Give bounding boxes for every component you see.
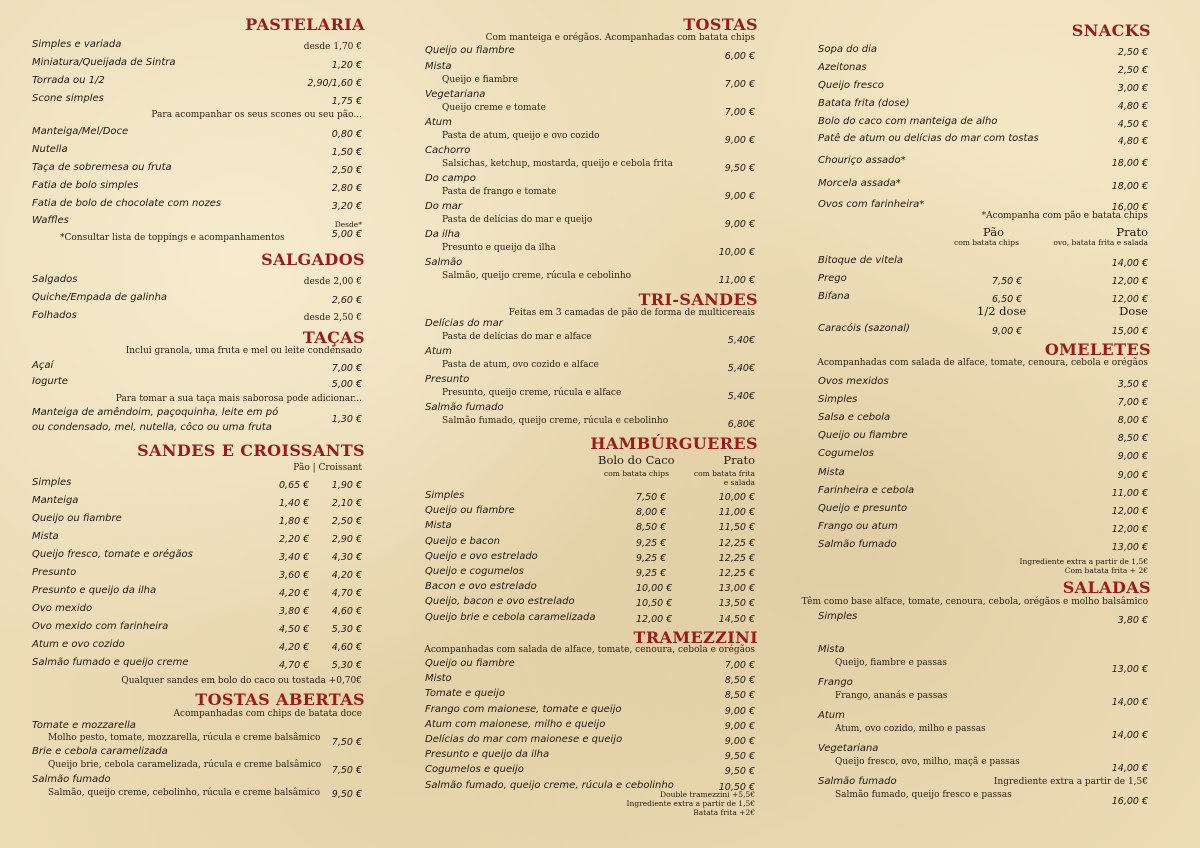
- menu-item-name: Queijo e ovo estrelado: [425, 550, 538, 562]
- menu-item-description: Queijo brie, cebola caramelizada, rúcula e creme balsâmico: [48, 760, 322, 770]
- menu-item-price: desde 1,70 €: [303, 42, 362, 52]
- price-pao: 3,60 €: [279, 570, 310, 581]
- menu-item-name: Nutella: [32, 144, 68, 155]
- menu-item-price: 9,00 €: [724, 191, 755, 202]
- menu-item-price: 10,50 €: [718, 781, 755, 793]
- menu-item-name: Queijo ou fiambre: [425, 505, 515, 517]
- menu-item-price: 9,50 €: [724, 163, 755, 174]
- section-title-tostas: TOSTAS: [683, 15, 758, 34]
- menu-item-name: Queijo, bacon e ovo estrelado: [425, 596, 575, 608]
- menu-item-price: 7,50 €: [331, 737, 362, 748]
- menu-item-description: Queijo e fiambre: [442, 75, 518, 85]
- menu-item-price: 2,80 €: [331, 183, 362, 194]
- menu-item-description: Salmão fumado, queijo creme, rúcula e cebolinho: [442, 416, 669, 426]
- menu-item-price: 2,90/1,60 €: [307, 78, 362, 89]
- menu-item-name: Ovos com farinheira*: [818, 199, 925, 210]
- menu-item-name: Quiche/Empada de galinha: [32, 292, 168, 303]
- price-prato: 12,25 €: [718, 568, 755, 579]
- menu-item-price: 3,80 €: [1117, 615, 1148, 626]
- menu-item-name: Queijo e presunto: [818, 502, 908, 514]
- menu-item-price: 2,60 €: [331, 295, 362, 306]
- column-header: Pão: [983, 225, 1005, 239]
- price-croissant: 4,60 €: [331, 606, 362, 617]
- menu-item-price: 5,00 €: [331, 229, 362, 240]
- menu-item-name: Queijo ou fiambre: [425, 658, 515, 669]
- menu-item-price: 14,00 €: [1111, 763, 1148, 774]
- section-title-trisandes: TRI-SANDES: [638, 290, 758, 309]
- menu-item-name: Mista: [425, 520, 452, 532]
- menu-item-description: Molho pesto, tomate, mozzarella, rúcula e creme balsâmico: [48, 733, 321, 743]
- menu-item-name: Morcela assada*: [818, 178, 901, 189]
- menu-item-name: Açaí: [32, 360, 54, 371]
- price-croissant: 1,90 €: [331, 480, 362, 491]
- column-subheader: ovo, batata frita e salada: [1053, 238, 1148, 247]
- price-bolo-do-caco: 12,00 €: [636, 613, 673, 625]
- price-pao: 6,50 €: [992, 294, 1023, 305]
- menu-item-name: Mista: [32, 531, 59, 542]
- menu-item-price: 8,00 €: [1117, 415, 1148, 427]
- section-description: Feitas em 3 camadas de pão de forma de multicereais: [508, 308, 755, 318]
- menu-item-name: Fatia de bolo simples: [32, 180, 139, 191]
- price-prato: 13,00 €: [718, 583, 755, 595]
- menu-item-price: 18,00 €: [1111, 158, 1148, 169]
- section-title-snacks: SNACKS: [1071, 21, 1151, 40]
- menu-item-description: Queijo fresco, ovo, milho, maçã e passas: [835, 757, 1020, 767]
- menu-item-price: 9,00 €: [724, 705, 755, 717]
- column-header: Bolo do Caco: [598, 453, 675, 467]
- menu-item-name: Presunto e queijo da ilha: [425, 749, 550, 761]
- section-description: Inclui granola, uma fruta e mel ou leite condensado: [125, 346, 362, 356]
- menu-item-price: 16,00 €: [1111, 796, 1148, 807]
- menu-item-name: Do campo: [425, 173, 476, 184]
- menu-item-name: Simples: [32, 477, 72, 488]
- menu-item-name: Azeitonas: [818, 62, 867, 73]
- menu-item-name: Fatia de bolo de chocolate com nozes: [32, 198, 222, 209]
- menu-item-name: Simples: [818, 611, 858, 622]
- menu-item-name: Salsa e cebola: [818, 412, 891, 424]
- price-croissant: 5,30 €: [331, 624, 362, 635]
- menu-item-name: Atum: [818, 710, 845, 721]
- menu-item-price: 2,50 €: [1117, 47, 1148, 58]
- menu-item-name: Queijo e cogumelos: [425, 566, 524, 577]
- menu-item-name: Bolo do caco com manteiga de alho: [818, 116, 998, 127]
- menu-item-price: 7,00 €: [724, 660, 755, 671]
- menu-item-price: 0,80 €: [331, 129, 362, 140]
- menu-item-name: Chouriço assado*: [818, 155, 906, 166]
- menu-item-price: 9,50 €: [724, 766, 755, 778]
- menu-item-price: 3,20 €: [331, 201, 362, 212]
- menu-item-name: Torrada ou 1/2: [32, 75, 105, 86]
- menu-item-name: Queijo fresco: [818, 80, 884, 91]
- menu-item-name: Atum: [425, 117, 452, 128]
- menu-item-name: Simples: [425, 490, 465, 501]
- price-croissant: 2,90 €: [331, 534, 362, 545]
- menu-item-name: Salmão: [425, 257, 463, 268]
- menu-item-price: 1,30 €: [331, 414, 362, 425]
- menu-item-price: 2,50 €: [1117, 65, 1148, 76]
- menu-item-name: Tomate e queijo: [425, 688, 505, 700]
- menu-item-price: 9,00 €: [724, 720, 755, 732]
- section-title-saladas: SALADAS: [1062, 578, 1151, 597]
- menu-item-price: 18,00 €: [1111, 181, 1148, 192]
- column-subheader: com batata chips: [954, 238, 1019, 247]
- menu-item-description: Queijo, fiambre e passas: [835, 658, 947, 668]
- menu-item-price: 9,00 €: [992, 326, 1023, 337]
- price-prato: 12,25 €: [718, 552, 755, 564]
- menu-item-description: Pasta de atum, ovo cozido e alface: [442, 360, 599, 370]
- menu-item-name: Salmão fumado, queijo creme, rúcula e cebolinho: [425, 779, 674, 791]
- price-bolo-do-caco: 10,50 €: [636, 598, 673, 610]
- menu-item-name: Queijo brie e cebola caramelizada: [425, 611, 596, 623]
- menu-item-price: 7,00 €: [331, 363, 362, 374]
- menu-item-name: Presunto e queijo da ilha: [32, 585, 157, 596]
- menu-item-price: 9,00 €: [1117, 451, 1148, 463]
- menu-item-description: Presunto, queijo creme, rúcula e alface: [442, 388, 622, 398]
- column-subheader: com batata chips: [604, 469, 669, 478]
- menu-item-price: 6,00 €: [724, 51, 755, 62]
- menu-item-price: 5,00 €: [331, 379, 362, 390]
- note-text: *Consultar lista de toppings e acompanhamentos: [60, 233, 285, 243]
- menu-item-name: Salmão fumado: [818, 776, 897, 787]
- menu-item-name: Presunto: [425, 374, 470, 385]
- column-header: Pão | Croissant: [293, 463, 362, 473]
- menu-item-price: 1,75 €: [331, 96, 362, 107]
- menu-item-price: 12,00 €: [1111, 523, 1148, 535]
- menu-item-price: 4,50 €: [1117, 119, 1148, 130]
- section-title-pastelaria: PASTELARIA: [245, 15, 365, 34]
- menu-item-description: Pasta de atum, queijo e ovo cozido: [442, 131, 600, 141]
- menu-item-name: Vegetariana: [818, 743, 879, 754]
- price-bolo-do-caco: 9,25 €: [636, 568, 667, 579]
- menu-item-name: Sopa do dia: [818, 44, 878, 55]
- menu-item-name: Caracóis (sazonal): [818, 323, 910, 334]
- menu-item-name: Queijo ou fiambre: [32, 513, 122, 524]
- menu-item-name: Queijo e bacon: [425, 535, 500, 547]
- menu-item-description: Atum, ovo cozido, milho e passas: [835, 724, 986, 734]
- column-header: Prato: [723, 453, 755, 467]
- price-croissant: 2,50 €: [331, 516, 362, 527]
- menu-item-name: Batata frita (dose): [818, 98, 910, 109]
- menu-item-price: 8,50 €: [1117, 433, 1148, 445]
- price-croissant: 4,20 €: [331, 570, 362, 581]
- price-prato: 12,25 €: [718, 537, 755, 549]
- menu-item-description: Pasta de delícias do mar e alface: [442, 332, 592, 342]
- menu-item-name: Tomate e mozzarella: [32, 720, 136, 731]
- menu-item-name: Mista: [818, 466, 845, 478]
- menu-item-name: Queijo fresco, tomate e orégãos: [32, 549, 193, 560]
- menu-item-name: Iogurte: [32, 376, 68, 387]
- menu-item-price: 13,00 €: [1111, 664, 1148, 675]
- menu-item-price: 9,00 €: [1117, 469, 1148, 481]
- note-text: Ingrediente extra a partir de 1,5€: [626, 799, 755, 808]
- column-header: Prato: [1116, 225, 1148, 239]
- price-prato: 12,00 €: [1111, 294, 1148, 305]
- menu-item-name: Simples e variada: [32, 39, 122, 50]
- menu-item-price: 8,50 €: [724, 690, 755, 702]
- menu-item-name: Manteiga/Mel/Doce: [32, 126, 129, 137]
- price-pao: 3,40 €: [279, 552, 310, 563]
- menu-item-name: Prego: [818, 273, 847, 284]
- menu-item-name: Bacon e ovo estrelado: [425, 581, 537, 593]
- menu-item-price: 12,00 €: [1111, 505, 1148, 517]
- menu-item-name: Folhados: [32, 310, 77, 321]
- menu-item-name: Atum: [425, 346, 452, 357]
- menu-item-name: Frango ou atum: [818, 520, 898, 532]
- price-pao: 1,80 €: [279, 516, 310, 527]
- price-bolo-do-caco: 10,00 €: [636, 583, 673, 595]
- section-title-salgados: SALGADOS: [261, 250, 365, 269]
- menu-item-name: Ovos mexidos: [818, 376, 889, 387]
- menu-item-price: 5,40€: [727, 391, 755, 402]
- menu-item-price: 5,40€: [727, 363, 755, 374]
- menu-item-name: Salmão fumado: [425, 402, 504, 413]
- note-text: Double tramezzini +5,5€: [660, 790, 755, 799]
- menu-item-price: 4,80 €: [1117, 136, 1148, 147]
- menu-item-name: Salmão fumado: [818, 538, 897, 550]
- price-bolo-do-caco: 9,25 €: [636, 537, 667, 549]
- price-prato: 11,50 €: [718, 522, 755, 534]
- price-pao: 1,40 €: [279, 498, 310, 509]
- price-prato: 10,00 €: [718, 492, 755, 503]
- menu-item-price: 7,00 €: [724, 79, 755, 90]
- menu-item-price: 7,00 €: [724, 107, 755, 118]
- menu-item-price: 9,50 €: [724, 751, 755, 763]
- menu-item-price: desde 2,00 €: [303, 277, 362, 287]
- menu-item-name: Bifana: [818, 291, 850, 302]
- menu-item-price: 3,00 €: [1117, 83, 1148, 94]
- menu-item-name: Manteiga: [32, 495, 79, 506]
- price-pao: 0,65 €: [279, 480, 310, 491]
- menu-item-name: Simples: [818, 394, 858, 406]
- price-croissant: 5,30 €: [331, 660, 362, 671]
- menu-item-price: 3,50 €: [1117, 379, 1148, 390]
- menu-item-description: Salmão fumado, queijo fresco e passas: [835, 790, 1012, 800]
- menu-item-name: Delícias do mar com maionese e queijo: [425, 734, 623, 745]
- column-header: Dose: [1119, 304, 1148, 318]
- price-bolo-do-caco: 9,25 €: [636, 552, 667, 564]
- price-prato: 13,50 €: [718, 598, 755, 610]
- menu-item-description: Pasta de delícias do mar e queijo: [442, 215, 593, 225]
- menu-item-name: Farinheira e cebola: [818, 484, 915, 496]
- menu-item-name: Queijo ou fiambre: [818, 430, 908, 442]
- menu-item-price: 5,40€: [727, 335, 755, 346]
- section-title-tramezzini: TRAMEZZINI: [633, 628, 758, 647]
- menu-item-price: 9,00 €: [724, 219, 755, 230]
- price-bolo-do-caco: 8,50 €: [636, 522, 667, 534]
- price-prato: 14,00 €: [1111, 258, 1148, 269]
- menu-item-price: 10,00 €: [718, 247, 755, 258]
- menu-item-name: Frango: [818, 677, 853, 688]
- price-pao: 4,50 €: [279, 624, 310, 635]
- price-prato: 12,00 €: [1111, 276, 1148, 287]
- menu-item-description: Presunto e queijo da ilha: [442, 243, 556, 253]
- menu-item-name: Vegetariana: [425, 89, 486, 100]
- menu-item-name: Atum e ovo cozido: [32, 639, 125, 650]
- price-croissant: 2,10 €: [331, 498, 362, 509]
- menu-item-name: Ovo mexido com farinheira: [32, 621, 169, 632]
- price-bolo-do-caco: 8,00 €: [636, 507, 667, 519]
- section-description: Acompanhadas com salada de alface, tomate, cenoura, cebola e orégãos: [424, 645, 755, 655]
- menu-item-name: Brie e cebola caramelizada: [32, 746, 168, 757]
- menu-item-name: Atum com maionese, milho e queijo: [425, 718, 606, 730]
- menu-item-name: Patê de atum ou delícias do mar com tostas: [818, 133, 1039, 144]
- menu-item-description: Salmão, queijo creme, rúcula e cebolinho: [442, 271, 632, 281]
- price-qualifier: Desde*: [334, 220, 362, 229]
- menu-item-name: Frango com maionese, tomate e queijo: [425, 703, 622, 715]
- menu-item-name: Misto: [425, 673, 452, 685]
- menu-item-name: Salmão fumado e queijo creme: [32, 657, 189, 668]
- menu-item-price: 7,50 €: [331, 765, 362, 776]
- menu-item-name: Scone simples: [32, 93, 104, 104]
- menu-item-name: Mista: [818, 644, 845, 655]
- price-pao: 4,20 €: [279, 588, 310, 599]
- menu-item-name: Cogumelos: [818, 448, 874, 460]
- menu-item-price: 13,00 €: [1111, 541, 1148, 553]
- price-prato: 11,00 €: [718, 507, 755, 519]
- note-text: Com batata frita + 2€: [1064, 566, 1148, 575]
- menu-item-price: 9,50 €: [331, 789, 362, 800]
- menu-item-description: Pasta de frango e tomate: [442, 187, 557, 197]
- menu-item-price: 14,00 €: [1111, 697, 1148, 708]
- menu-item-price: 15,00 €: [1111, 326, 1148, 337]
- menu-item-name: Mista: [425, 61, 452, 72]
- menu-item-name: Presunto: [32, 567, 77, 578]
- section-title-hamburgueres: HAMBÚRGUERES: [590, 434, 758, 453]
- menu-item-price: 2,50 €: [331, 165, 362, 176]
- menu-item-price: 14,00 €: [1111, 730, 1148, 741]
- menu-item-price: 1,20 €: [331, 60, 362, 71]
- column-subheader: com batata frita: [693, 469, 755, 478]
- menu-item-name: Salgados: [32, 274, 78, 285]
- price-croissant: 4,60 €: [331, 642, 362, 653]
- menu-item-name: Taça de sobremesa ou fruta: [32, 162, 172, 173]
- menu-item-description: Frango, ananás e passas: [835, 691, 948, 701]
- price-croissant: 4,30 €: [331, 552, 362, 563]
- menu-item-price: 7,00 €: [1117, 397, 1148, 409]
- price-pao: 3,80 €: [279, 606, 310, 617]
- price-pao: 7,50 €: [992, 276, 1023, 287]
- price-prato: 14,50 €: [718, 613, 755, 625]
- menu-item-price: 11,00 €: [1111, 487, 1148, 499]
- menu-item-price: desde 2,50 €: [303, 313, 362, 323]
- column-subheader: e salada: [723, 478, 755, 487]
- menu-item-name: Salmão fumado: [32, 774, 111, 785]
- note-text: Para acompanhar os seus scones ou seu pão...: [151, 110, 362, 120]
- menu-item-price: 9,00 €: [724, 135, 755, 146]
- note-text: Ingrediente extra a partir de 1,5€: [993, 777, 1148, 787]
- menu-item-description: Salmão, queijo creme, cebolinho, rúcula e creme balsâmico: [48, 788, 321, 798]
- menu-item-price: 9,00 €: [724, 736, 755, 747]
- menu-item-name: Waffles: [32, 215, 69, 226]
- menu-item-name: Delícias do mar: [425, 318, 503, 329]
- menu-item-description: Salsichas, ketchup, mostarda, queijo e cebola frita: [442, 159, 673, 169]
- menu-item-name: Miniatura/Queijada de Sintra: [32, 57, 176, 68]
- section-title-tacas: TAÇAS: [302, 328, 365, 347]
- menu-item-name: ou condensado, mel, nutella, côco ou uma fruta: [32, 422, 272, 433]
- menu-item-name: Da ilha: [425, 229, 461, 240]
- price-pao: 4,70 €: [279, 660, 310, 671]
- section-description: Acompanhadas com chips de batata doce: [173, 709, 362, 719]
- menu-item-price: 1,50 €: [331, 147, 362, 158]
- section-description: Acompanhadas com salada de alface, tomate, cenoura, cebola e orégãos: [817, 358, 1148, 368]
- menu-item-name: Queijo ou fiambre: [425, 45, 515, 56]
- menu-item-name: Ovo mexido: [32, 603, 93, 614]
- price-croissant: 4,70 €: [331, 588, 362, 599]
- menu-item-price: 11,00 €: [718, 275, 755, 286]
- menu-item-description: Queijo creme e tomate: [442, 103, 546, 113]
- section-description: Com manteiga e orégãos. Acompanhadas com batata chips: [485, 33, 755, 43]
- section-description: Têm como base alface, tomate, cenoura, cebola, orégãos e molho balsâmico: [801, 597, 1148, 607]
- note-text: Para tomar a sua taça mais saborosa pode adicionar...: [115, 394, 362, 404]
- menu-item-price: 8,50 €: [724, 675, 755, 687]
- menu-item-name: Cachorro: [425, 145, 471, 156]
- note-text: Ingrediente extra a partir de 1,5€: [1019, 557, 1148, 566]
- menu-item-name: Cogumelos e queijo: [425, 764, 524, 776]
- price-pao: 2,20 €: [279, 534, 310, 545]
- note-text: Qualquer sandes em bolo do caco ou tostada +0,70€: [121, 676, 362, 686]
- menu-item-name: Do mar: [425, 201, 462, 212]
- price-pao: 4,20 €: [279, 642, 310, 653]
- menu-item-price: 4,80 €: [1117, 101, 1148, 112]
- price-bolo-do-caco: 7,50 €: [636, 492, 667, 503]
- note-text: *Acompanha com pão e batata chips: [981, 211, 1148, 221]
- menu-item-price: 6,80€: [727, 419, 755, 430]
- column-header: 1/2 dose: [977, 304, 1027, 318]
- menu-item-price: 16,00 €: [1111, 202, 1148, 213]
- note-text: Batata frita +2€: [693, 808, 755, 817]
- section-title-omeletes: OMELETES: [1044, 340, 1151, 359]
- section-title-sandes: SANDES E CROISSANTS: [137, 441, 365, 460]
- menu-item-name: Manteiga de amêndoim, paçoquinha, leite em pó: [32, 407, 279, 418]
- menu-item-name: Bitoque de vitela: [818, 255, 904, 266]
- section-title-tostas-abertas: TOSTAS ABERTAS: [195, 690, 365, 709]
